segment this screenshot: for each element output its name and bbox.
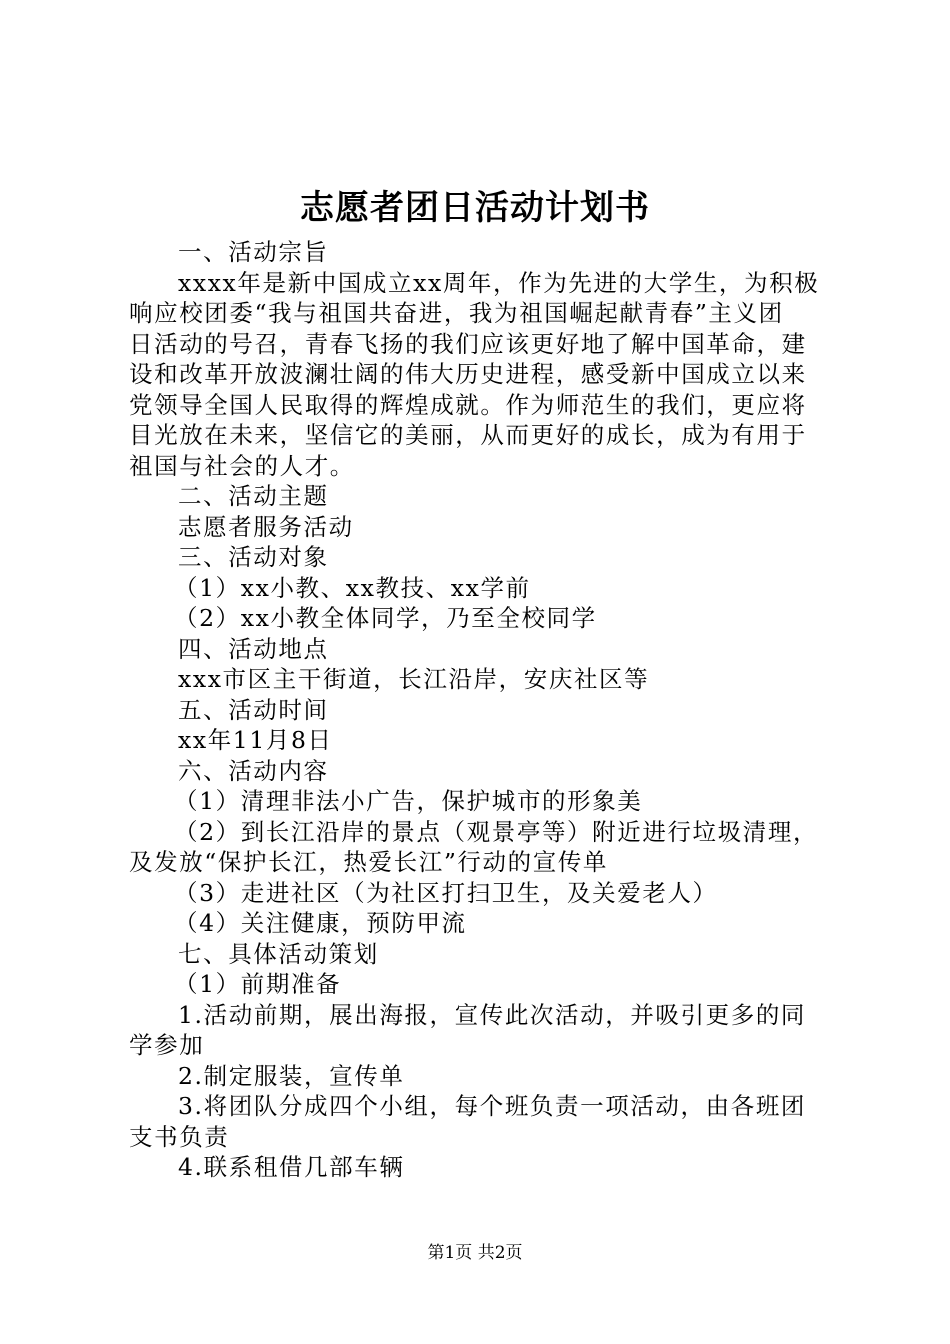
body-line: 三、活动对象 [178,543,329,571]
body-line: 支书负责 [129,1122,230,1151]
body-line: （2）xx小教全体同学，乃至全校同学 [174,604,597,632]
document-title: 志愿者团日活动计划书 [300,188,650,228]
body-line: 五、活动时间 [178,695,329,724]
body-line: 一、活动宗旨 [178,238,329,266]
body-line: xx年11月8日 [178,726,333,754]
body-line: 3.将团队分成四个小组，每个班负责一项活动，由各班团 [178,1092,807,1120]
body-line: 学参加 [129,1031,205,1059]
document-body [129,237,831,1183]
body-line: （1）xx小教、xx教技、xx学前 [174,573,531,602]
body-line: 志愿者服务活动 [178,512,354,541]
body-line: （3）走进社区（为社区打扫卫生，及关爱老人） [174,878,718,907]
body-line: 七、具体活动策划 [178,939,379,968]
body-line: 六、活动内容 [178,756,329,785]
body-line: （1）前期准备 [174,970,342,998]
body-line: 设和改革开放波澜壮阔的伟大历史进程，感受新中国成立以来 [129,360,807,388]
body-line: 日活动的号召，青春飞扬的我们应该更好地了解中国革命，建 [129,329,807,358]
body-line: 及发放“保护长江，热爱长江”行动的宣传单 [129,848,609,876]
body-line: 1.活动前期，展出海报，宣传此次活动，并吸引更多的同 [178,1000,807,1029]
body-line: （1）清理非法小广告，保护城市的形象美 [174,787,643,815]
body-line: xxx市区主干街道，长江沿岸，安庆社区等 [178,665,650,693]
body-line: 祖国与社会的人才。 [129,451,355,480]
body-line: 四、活动地点 [178,634,329,663]
page-footer: 第1页 共2页 [427,1243,523,1263]
body-line: 4.联系租借几部车辆 [178,1153,405,1181]
body-line: 目光放在未来，坚信它的美丽，从而更好的成长，成为有用于 [129,421,807,449]
body-line: 响应校团委“我与祖国共奋进，我为祖国崛起献青春”主义团 [129,299,784,327]
body-line: （4）关注健康，预防甲流 [174,909,467,937]
body-line: xxxx年是新中国成立xx周年，作为先进的大学生，为积极 [178,268,820,297]
body-line: 党领导全国人民取得的辉煌成就。作为师范生的我们，更应将 [129,390,807,419]
body-line: 二、活动主题 [178,482,329,510]
body-line: （2）到长江沿岸的景点（观景亭等）附近进行垃圾清理， [174,817,819,846]
body-line: 2.制定服装，宣传单 [178,1061,405,1090]
